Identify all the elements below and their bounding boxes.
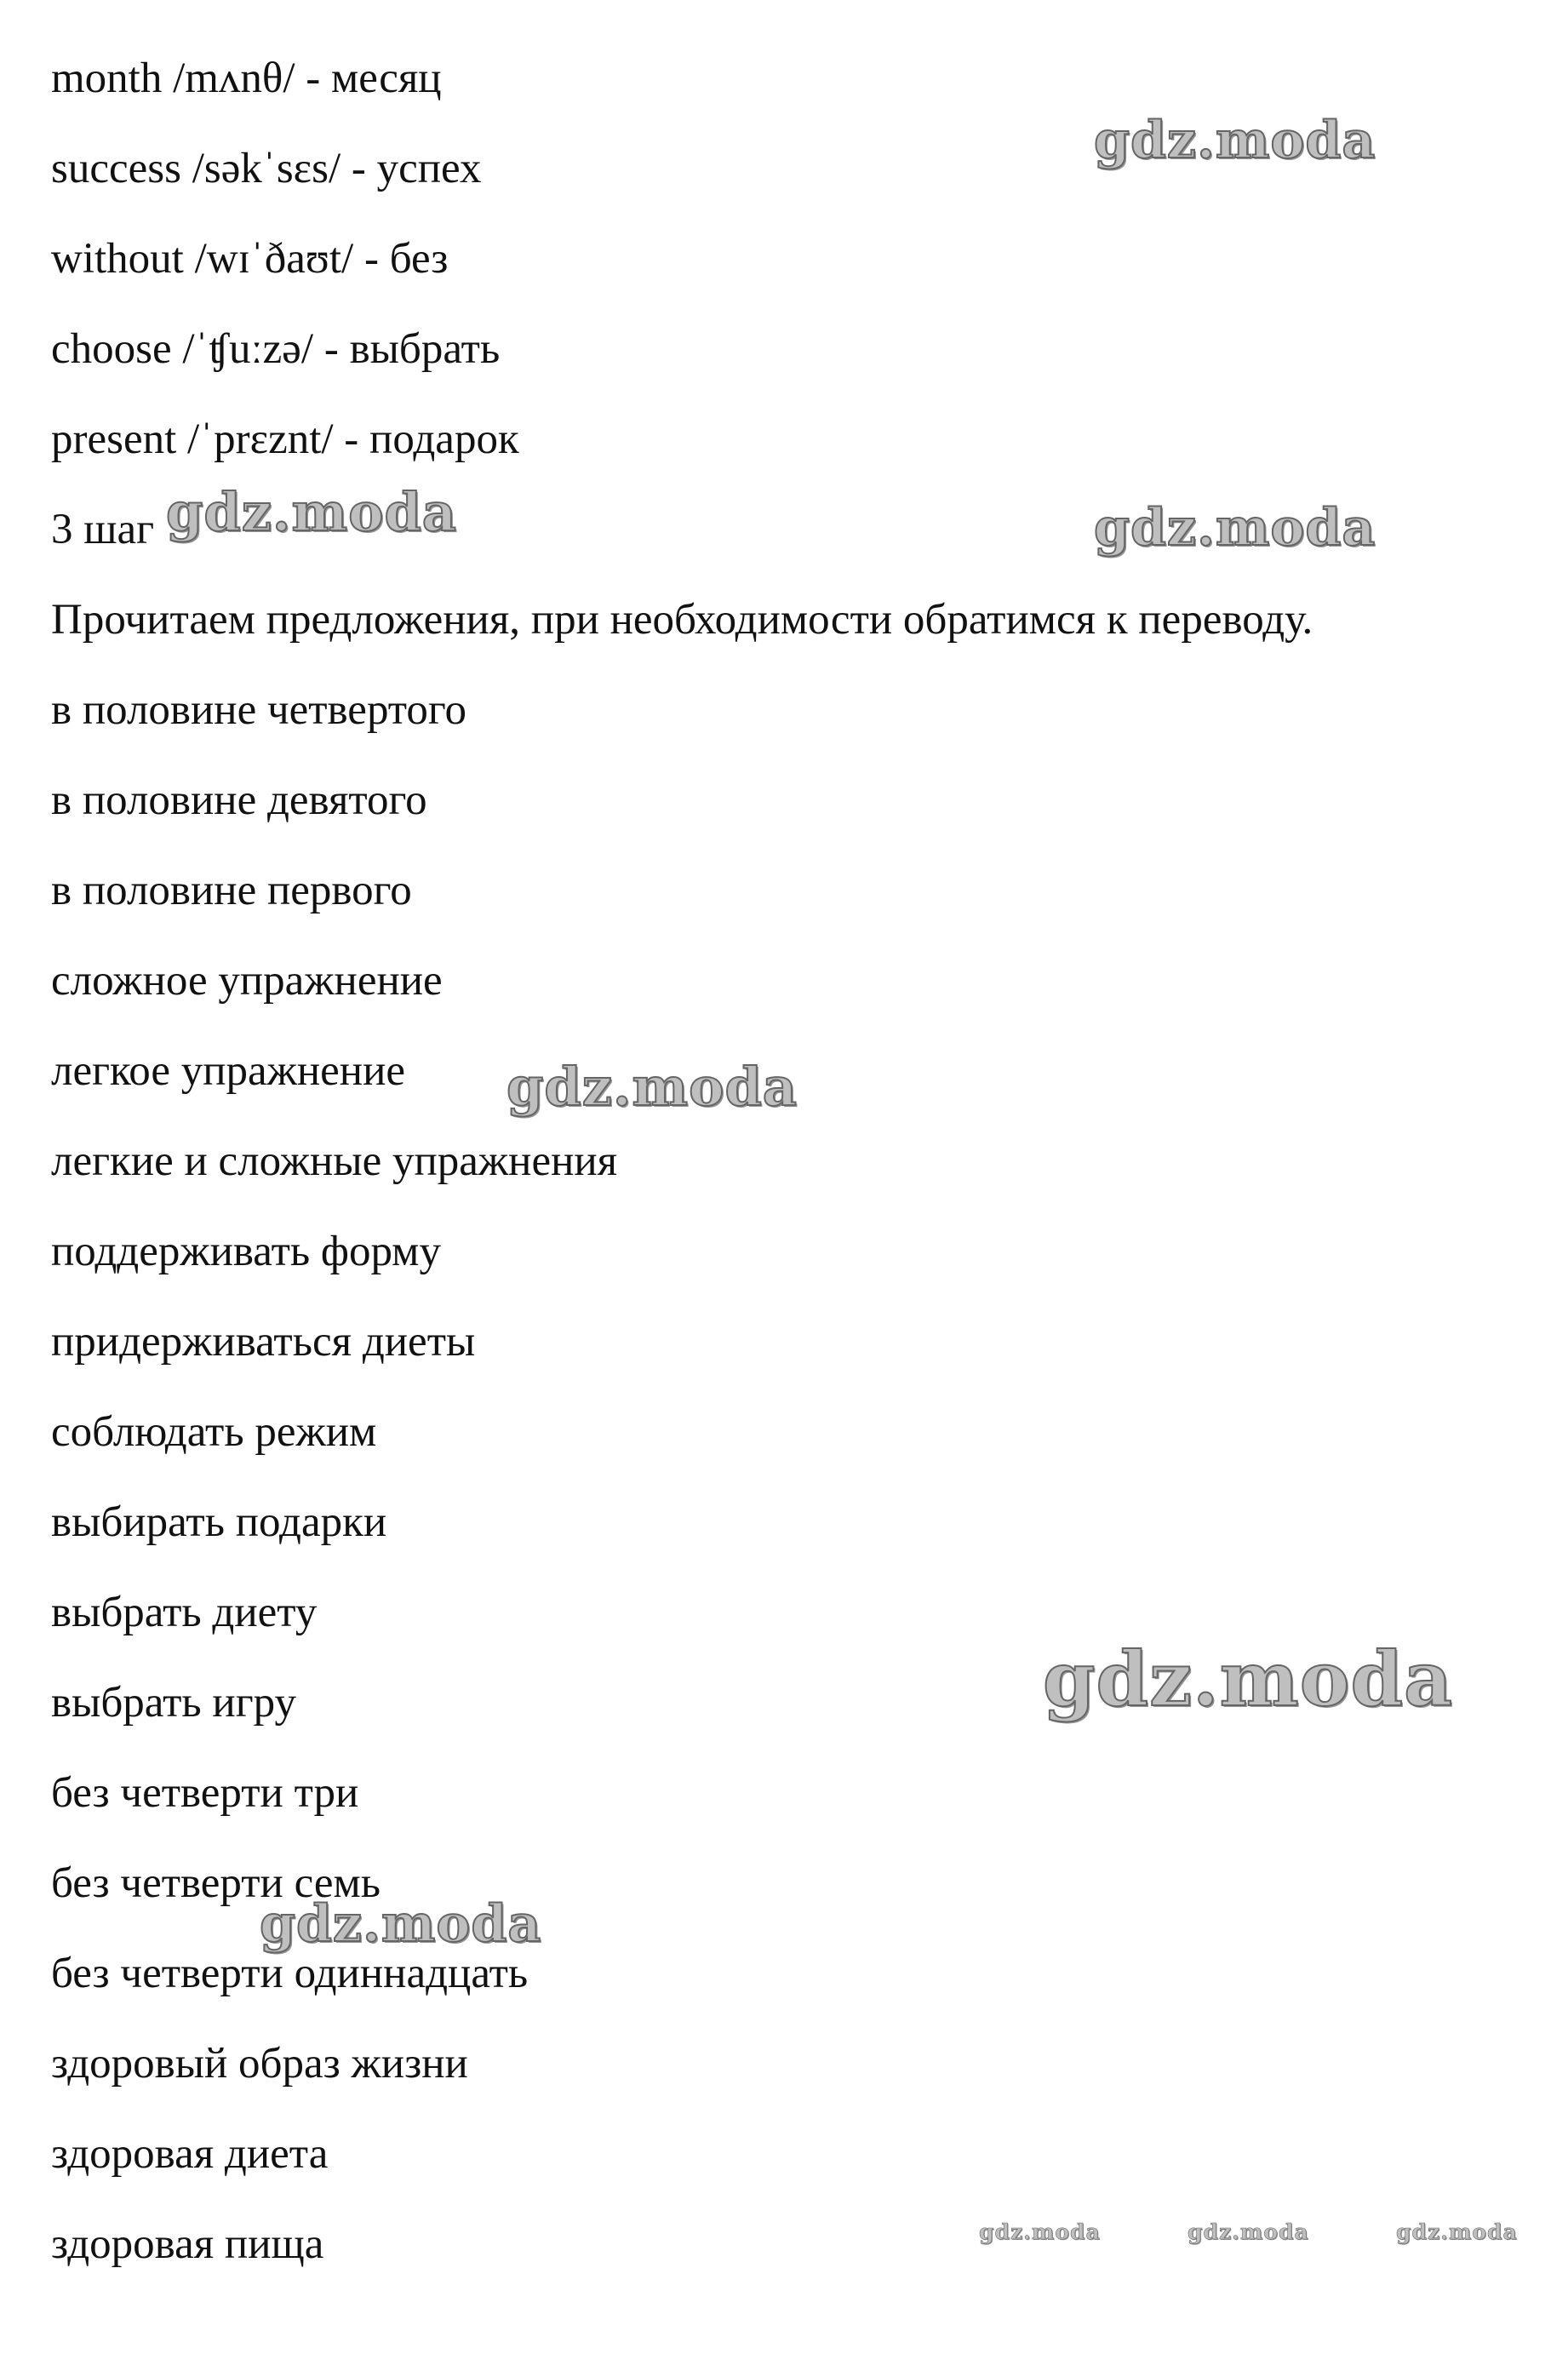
watermark: gdz.moda <box>1396 2219 1518 2244</box>
phrase-line: выбрать игру <box>51 1679 296 1727</box>
phrase-line: здоровая пища <box>51 2220 324 2268</box>
watermark: gdz.moda <box>1043 1635 1454 1723</box>
watermark: gdz.moda <box>979 2219 1101 2244</box>
phrase-line: здоровый образ жизни <box>51 2040 468 2088</box>
phrase-line: без четверти одиннадцать <box>51 1950 529 1997</box>
phrase-line: без четверти три <box>51 1769 359 1817</box>
phrase-line: выбирать подарки <box>51 1498 387 1546</box>
phrase-line: здоровая диета <box>51 2130 329 2178</box>
phrase-line: соблюдать режим <box>51 1408 377 1456</box>
watermark: gdz.moda <box>1094 111 1376 170</box>
phrase-line: придерживаться диеты <box>51 1318 476 1366</box>
phrase-line: легкое упражнение <box>51 1047 406 1095</box>
instruction-text: Прочитаем предложения, при необходимости обратимся к переводу. <box>51 596 1313 644</box>
phrase-line: в половине первого <box>51 867 412 914</box>
phrase-line: сложное упражнение <box>51 957 443 1005</box>
phrase-line: выбрать диету <box>51 1589 318 1636</box>
watermark: gdz.moda <box>260 1894 542 1954</box>
vocab-line-without: without /wɪˈðaʊt/ - без <box>51 235 449 283</box>
phrase-line: в половине четвертого <box>51 686 467 734</box>
vocab-line-month: month /mʌnθ/ - месяц <box>51 54 442 102</box>
step-heading: 3 шаг <box>51 506 155 553</box>
watermark: gdz.moda <box>1187 2219 1309 2244</box>
watermark: gdz.moda <box>1094 498 1376 558</box>
phrase-line: легкие и сложные упражнения <box>51 1137 618 1185</box>
vocab-line-success: success /səkˈsɛs/ - успех <box>51 145 482 192</box>
vocab-line-present: present /ˈprɛznt/ - подарок <box>51 415 519 463</box>
phrase-line: в половине девятого <box>51 776 427 824</box>
phrase-line: поддерживать форму <box>51 1228 441 1275</box>
watermark: gdz.moda <box>166 481 457 543</box>
vocab-line-choose: choose /ˈʧuːzə/ - выбрать <box>51 325 501 373</box>
phrase-line: без четверти семь <box>51 1859 381 1907</box>
watermark: gdz.moda <box>506 1056 798 1118</box>
